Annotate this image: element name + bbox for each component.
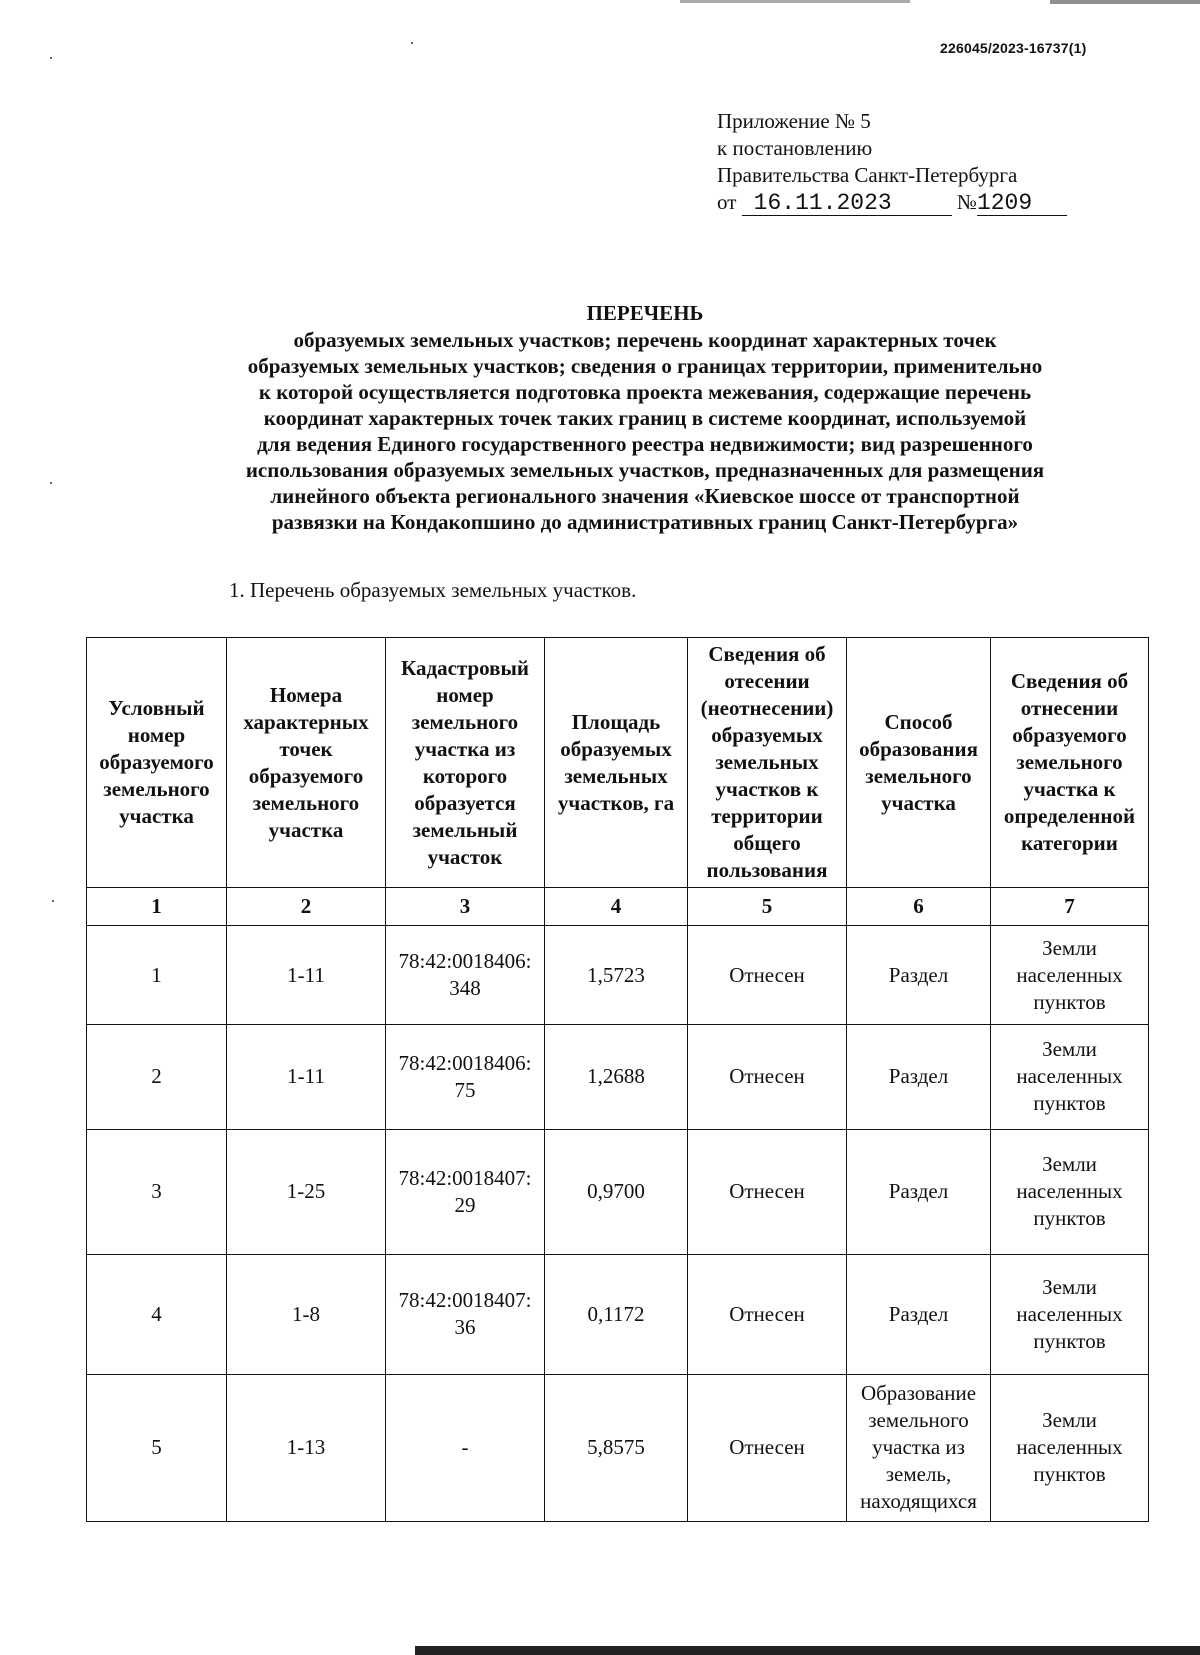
column-number: 3	[386, 888, 545, 926]
cell-cadastral	[386, 1374, 545, 1521]
cell-area: 1,5723	[545, 926, 688, 1025]
title-heading: ПЕРЕЧЕНЬ	[586, 301, 704, 325]
document-id: 226045/2023-16737(1)	[940, 40, 1087, 56]
title-line: использования образуемых земельных участков, предназначенных для размещения	[245, 458, 1045, 482]
scan-speck	[50, 57, 52, 59]
cell-method: Раздел	[847, 1254, 991, 1374]
header-method: Способ образования земельного участка	[847, 638, 991, 888]
cell-category: Земли населенных пунктов	[991, 1129, 1149, 1254]
number-sign: №	[956, 190, 977, 214]
column-number: 6	[847, 888, 991, 926]
cell-points: 1-8	[227, 1254, 386, 1374]
land-plots-table	[86, 637, 1149, 1522]
cell-plot-number: 5	[87, 1374, 227, 1521]
resolution-date: 16.11.2023	[742, 192, 952, 216]
cell-public-use: Отнесен	[688, 1025, 847, 1129]
cell-category: Земли населенных пунктов	[991, 1374, 1149, 1521]
cell-plot-number: 1	[87, 926, 227, 1025]
cell-plot-number: 3	[87, 1129, 227, 1254]
scan-speck	[52, 900, 54, 902]
cell-cadastral	[386, 1254, 545, 1374]
cell-points: 1-25	[227, 1129, 386, 1254]
column-number: 1	[87, 888, 227, 926]
title-line: для ведения Единого государственного реестра недвижимости; вид разрешенного	[257, 432, 1033, 456]
document-title	[140, 300, 1150, 535]
cell-points: 1-11	[227, 926, 386, 1025]
resolution-number: 1209	[977, 192, 1067, 216]
cell-method: Раздел	[847, 926, 991, 1025]
cell-area: 5,8575	[545, 1374, 688, 1521]
scan-artifact-bottom	[415, 1646, 1200, 1655]
appendix-line-1: Приложение № 5	[717, 109, 871, 133]
title-line: развязки на Кондакопшино до административных границ Санкт-Петербурга»	[271, 510, 1019, 534]
header-points: Номера характерных точек образуемого земельного участка	[227, 638, 386, 888]
cell-area: 0,9700	[545, 1129, 688, 1254]
cell-cadastral	[386, 1129, 545, 1254]
column-number-row	[87, 888, 1149, 926]
header-cadastral: Кадастровый номер земельного участка из которого образуется земельный участок	[386, 638, 545, 888]
title-line: образуемых земельных участков; сведения о границах территории, применительно	[247, 354, 1043, 378]
appendix-line-3: Правительства Санкт-Петербурга	[717, 163, 1018, 187]
title-line: координат характерных точек таких границ в системе координат, используемой	[263, 406, 1027, 430]
cell-public-use: Отнесен	[688, 1374, 847, 1521]
header-public-use: Сведения об отесении (неотнесении) образуемых земельных участков к территории общего пользования	[688, 638, 847, 888]
cadastral-part-b: 348	[449, 976, 481, 1001]
cell-points: 1-13	[227, 1374, 386, 1521]
table-row	[87, 926, 1149, 1025]
section-title: 1. Перечень образуемых земельных участков.	[229, 578, 637, 602]
cadastral-part-b: 36	[454, 1315, 476, 1340]
title-line: к которой осуществляется подготовка проекта межевания, содержащие перечень	[258, 380, 1032, 404]
cell-category: Земли населенных пунктов	[991, 1025, 1149, 1129]
title-line: линейного объекта регионального значения «Киевское шоссе от транспортной	[270, 484, 1020, 508]
cell-method: Раздел	[847, 1129, 991, 1254]
cadastral-part-a: 78:42:0018406:	[398, 1050, 532, 1075]
scan-artifact-top	[680, 0, 910, 3]
cell-cadastral	[386, 926, 545, 1025]
cell-plot-number: 4	[87, 1254, 227, 1374]
cadastral-part-a: -	[461, 1435, 469, 1460]
column-number: 4	[545, 888, 688, 926]
cadastral-part-b: 75	[454, 1077, 476, 1102]
column-number: 5	[688, 888, 847, 926]
cell-public-use: Отнесен	[688, 926, 847, 1025]
scan-artifact-top-right	[1050, 0, 1200, 4]
cell-points: 1-11	[227, 1025, 386, 1129]
column-number: 7	[991, 888, 1149, 926]
cadastral-part-b: 29	[454, 1192, 476, 1217]
cadastral-part-a: 78:42:0018406:	[398, 949, 532, 974]
table-header-row	[87, 638, 1149, 888]
appendix-ot-label: от	[717, 190, 737, 214]
cell-category: Земли населенных пунктов	[991, 1254, 1149, 1374]
cell-method: Раздел	[847, 1025, 991, 1129]
title-line: образуемых земельных участков; перечень координат характерных точек	[293, 328, 997, 352]
cell-cadastral	[386, 1025, 545, 1129]
header-plot-number: Условный номер образуемого земельного участка	[87, 638, 227, 888]
header-area: Площадь образуемых земельных участков, га	[545, 638, 688, 888]
cell-area: 1,2688	[545, 1025, 688, 1129]
appendix-line-2: к постановлению	[717, 136, 873, 160]
scan-speck	[411, 42, 413, 44]
table-row	[87, 1025, 1149, 1129]
table-row	[87, 1129, 1149, 1254]
cell-area: 0,1172	[545, 1254, 688, 1374]
cadastral-part-a: 78:42:0018407:	[398, 1165, 532, 1190]
cell-public-use: Отнесен	[688, 1129, 847, 1254]
table-row	[87, 1254, 1149, 1374]
column-number: 2	[227, 888, 386, 926]
appendix-date-line	[717, 189, 1067, 216]
cell-method: Образование земельного участка из земель, находящихся	[847, 1374, 991, 1521]
table-row	[87, 1374, 1149, 1521]
header-category: Сведения об отнесении образуемого земельного участка к определенной категории	[991, 638, 1149, 888]
scan-speck	[50, 482, 52, 484]
appendix-block	[717, 108, 1067, 216]
cell-plot-number: 2	[87, 1025, 227, 1129]
cell-category: Земли населенных пунктов	[991, 926, 1149, 1025]
cell-public-use: Отнесен	[688, 1254, 847, 1374]
cadastral-part-a: 78:42:0018407:	[398, 1288, 532, 1313]
